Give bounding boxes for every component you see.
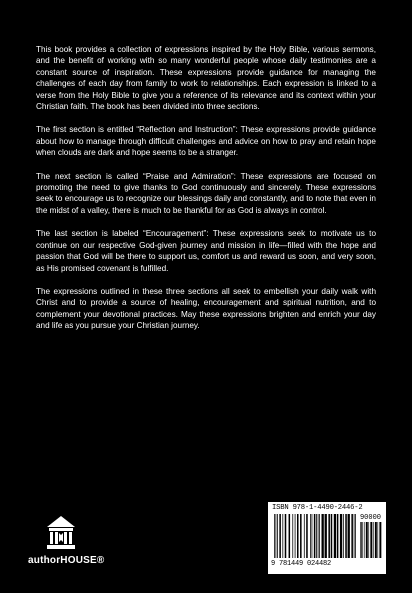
barcode-bar <box>334 514 336 558</box>
barcode-bar <box>345 514 347 558</box>
barcode-bar <box>300 514 302 558</box>
barcode-bar <box>370 522 372 558</box>
barcode-bar <box>276 514 277 558</box>
blurb-paragraph-4: The last section is labeled “Encouragement”: These expressions seek to motivate us to continue on our respective God-given journey and mission in life—filled with the hope and passion that God will be there to support us, comfort us and reward us soon, and very soon, as His promised covenant is fulfilled. <box>36 229 376 273</box>
barcode-bar <box>318 514 319 558</box>
blurb-paragraph-3: The next section is called “Praise and Admiration”: These expressions are focused on promoting the need to give thanks to God continuously and sincerely. These expressions seek to encourage us to recognize our blessings daily and constantly, and to note that even in the midst of a valley, there is much to be thankful for as God is always in control. <box>36 171 376 215</box>
barcode-bar <box>306 514 308 558</box>
barcode-bar <box>340 514 342 558</box>
barcode-bar <box>360 522 361 558</box>
barcode-bar <box>364 522 365 558</box>
barcode-digits: 9 781449 024482 <box>271 560 332 568</box>
barcode-bar <box>304 514 305 558</box>
blurb-paragraph-5: The expressions outlined in these three sections all seek to embellish your daily walk with Christ and to provide a source of healing, encouragement and spiritual nutrition, and to complement your devotional practices. May these expressions brighten and enrich your day and life as you pursue your Christian journey. <box>36 286 376 331</box>
publisher-name: authorHOUSE® <box>28 555 105 566</box>
barcode-bar <box>368 522 369 558</box>
barcode-addon-bars <box>360 522 382 558</box>
blurb-paragraph-2: The first section is entitled “Reflection and Instruction”: These expressions provide guidance about how to manage through difficult challenges and advice on how to pray and retain hope when clouds are dark and hope seems to be a stranger. <box>36 125 376 158</box>
barcode-bar <box>322 514 324 558</box>
barcode-bar <box>295 514 296 558</box>
barcode-bar <box>355 514 356 558</box>
house-book-icon <box>46 515 76 551</box>
back-cover-blurb <box>36 44 376 344</box>
barcode-bar <box>310 514 311 558</box>
barcode-bar <box>319 514 320 558</box>
barcode-bar <box>343 514 344 558</box>
barcode-bar <box>377 522 378 558</box>
barcode-bar <box>292 514 293 558</box>
barcode-bar <box>289 514 291 558</box>
isbn-barcode <box>268 502 386 574</box>
blurb-paragraph-1: This book provides a collection of expressions inspired by the Holy Bible, various sermons, and the benefit of working with so many wonderful people whose daily testimonies are a constant source of inspiration. These expressions provide guidance for managing the challenges of each day from family to work to relationships. Each expression is linked to a verse from the Holy Bible to give you a reference of its relevance and its context within your Christian faith. The book has been divided into three sections. <box>36 45 376 112</box>
barcode-bar <box>351 514 353 558</box>
barcode-bar <box>277 514 278 558</box>
barcode-bar <box>354 514 355 558</box>
barcode-bar <box>361 522 362 558</box>
barcode-bar <box>375 522 377 558</box>
barcode-bar <box>325 514 327 558</box>
barcode-bar <box>279 514 281 558</box>
barcode-bar <box>274 514 275 558</box>
barcode-bar <box>331 514 333 558</box>
barcode-bar <box>366 522 368 558</box>
isbn-label: ISBN 978-1-4490-2446-2 <box>272 504 363 512</box>
barcode-bar <box>282 514 283 558</box>
barcode-bar <box>312 514 313 558</box>
barcode-bar <box>348 514 350 558</box>
barcode-bar <box>337 514 339 558</box>
publisher-logo <box>28 515 116 570</box>
barcode-bar <box>316 514 317 558</box>
barcode-bar <box>297 514 299 558</box>
barcode-bar <box>328 514 330 558</box>
barcode-bar <box>314 514 316 558</box>
price-code: 90000 <box>359 514 381 522</box>
barcode-bar <box>285 514 287 558</box>
barcode-main-bars <box>274 514 356 558</box>
barcode-bar <box>373 522 374 558</box>
barcode-bar <box>379 522 381 558</box>
